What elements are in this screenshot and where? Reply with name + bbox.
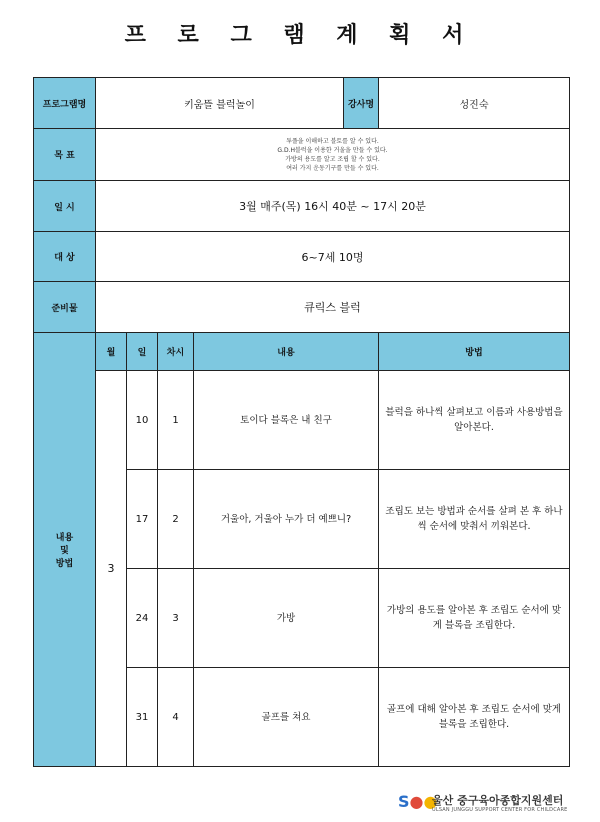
program-plan-table	[33, 77, 570, 767]
date-row	[34, 181, 570, 232]
goal-list	[96, 129, 570, 181]
materials-label: 준비물	[34, 282, 96, 333]
session-number: 4	[158, 668, 194, 767]
session-day: 10	[127, 371, 158, 470]
target-label: 대 상	[34, 232, 96, 282]
goal-label: 목 표	[34, 129, 96, 181]
program-name-value: 키움뜰 블럭놀이	[96, 78, 344, 129]
session-content: 가방	[194, 569, 379, 668]
session-number: 2	[158, 470, 194, 569]
session-method: 가방의 용도를 알아본 후 조립도 순서에 맞게 블록을 조립한다.	[379, 569, 570, 668]
org-logo	[398, 790, 578, 818]
content-label-line: 및	[60, 546, 69, 556]
session-content: 거울아, 거울아 누가 더 예쁘니?	[194, 470, 379, 569]
target-value: 6~7세 10명	[96, 232, 570, 282]
goal-item: G.D.H블럭을 이용한 거울을 만들 수 있다.	[277, 146, 388, 154]
org-logo-icon: S●●	[398, 792, 438, 811]
session-method: 골프에 대해 알아본 후 조립도 순서에 맞게 블록을 조립한다.	[379, 668, 570, 767]
content-label-line: 내용	[55, 533, 74, 543]
content-header: 내용	[194, 333, 379, 371]
session-content: 토이다 블록은 내 친구	[194, 371, 379, 470]
session-number: 3	[158, 569, 194, 668]
program-row	[34, 78, 570, 129]
materials-row	[34, 282, 570, 333]
session-method: 블럭을 하나씩 살펴보고 이름과 사용방법을 알아본다.	[379, 371, 570, 470]
session-method: 조립도 보는 방법과 순서를 살펴 본 후 하나씩 순서에 맞춰서 끼워본다.	[379, 470, 570, 569]
date-value: 3월 매주(목) 16시 40분 ~ 17시 20분	[96, 181, 570, 232]
goal-item: 가방의 용도를 알고 조립 할 수 있다.	[285, 155, 380, 163]
program-name-label: 프로그램명	[34, 78, 96, 129]
plan-header-row	[34, 333, 570, 371]
goal-item: 투플을 이해하고 블토를 알 수 있다.	[286, 137, 379, 145]
target-row	[34, 232, 570, 282]
session-day: 31	[127, 668, 158, 767]
goal-item: 여러 가지 운동기구를 만들 수 있다.	[286, 164, 379, 172]
month-header: 월	[96, 333, 127, 371]
method-header: 방법	[379, 333, 570, 371]
document-title: 프 로 그 램 계 획 서	[124, 23, 476, 48]
teacher-value: 성진숙	[379, 78, 570, 129]
session-day: 17	[127, 470, 158, 569]
goal-row	[34, 129, 570, 181]
session-header: 차시	[158, 333, 194, 371]
month-value: 3	[96, 371, 127, 767]
teacher-label: 강사명	[344, 78, 379, 129]
session-row	[34, 371, 570, 470]
content-method-label	[34, 333, 96, 767]
org-subtitle: ULSAN JUNGGU SUPPORT CENTER FOR CHILDCARE	[432, 807, 568, 813]
session-day: 24	[127, 569, 158, 668]
session-content: 골프를 쳐요	[194, 668, 379, 767]
day-header: 일	[127, 333, 158, 371]
materials-value: 큐릭스 블럭	[96, 282, 570, 333]
content-label-line: 방법	[55, 559, 74, 569]
org-name: 울산 중구육아종합지원센터	[432, 794, 564, 807]
date-label: 일 시	[34, 181, 96, 232]
session-number: 1	[158, 371, 194, 470]
